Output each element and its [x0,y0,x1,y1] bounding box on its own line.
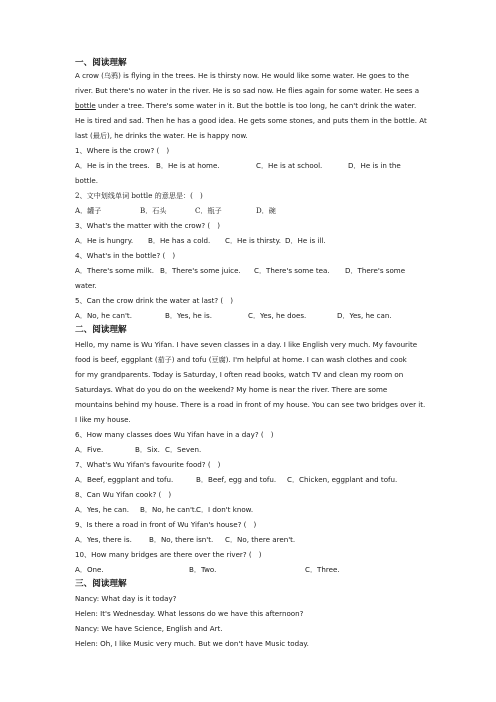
option: A．Yes, he can. [75,505,130,514]
option: C．He is at school. [256,161,323,170]
question: 3、What's the matter with the crow? ( ) [75,221,221,230]
dialogue-line: Nancy: What day is it today? [75,594,177,603]
option: D．He is ill. [285,236,326,245]
option: C．瓶子 [195,206,222,215]
passage-line: Saturdays. What do you do on the weekend? My home is near the river. There are some [75,385,388,394]
option: B．No, there isn't. [149,535,214,544]
passage-line: mountains behind my house. There is a road in front of my house. You can see two bridges over it. [75,400,426,409]
option: C．Yes, he does. [248,311,307,320]
passage-line: A crow (乌鸦) is flying in the trees. He is thirsty now. He would like some water. He goes to the [75,71,410,80]
option: D．He is in the [348,161,401,170]
option: C．Chicken, eggplant and tofu. [287,475,398,484]
passage-line: for my grandparents. Today is Saturday, I often read books, watch TV and clean my room on [75,370,404,379]
option: B．Yes, he is. [165,311,212,320]
section-title: 二、阅读理解 [75,325,127,335]
passage-line: food is beef, eggplant (茄子) and tofu (豆腐). I'm helpful at home. I can wash clothes and cook [75,355,407,364]
option: A．Yes, there is. [75,535,132,544]
question: 5、Can the crow drink the water at last? ( ) [75,296,234,305]
section-title: 一、阅读理解 [75,58,127,68]
option: B．Two. [189,565,217,574]
underlined-word: bottle [75,101,96,110]
question: 4、What's in the bottle? ( ) [75,251,176,260]
option: B．Beef, egg and tofu. [196,475,277,484]
dialogue-line: Helen: Oh, I like Music very much. But we don't have Music today. [75,639,309,648]
dialogue-line: Nancy: We have Science, English and Art. [75,624,223,633]
dialogue-line: Helen: It's Wednesday. What lessons do we have this afternoon? [75,609,304,618]
option: C．Three. [305,565,340,574]
option: C．He is thirsty. [225,236,282,245]
section-title: 三、阅读理解 [75,579,127,589]
question: 9、Is there a road in front of Wu Yifan's house? ( ) [75,520,257,529]
option: C．Seven. [165,445,202,454]
option: B．No, he can't. [140,505,197,514]
question: 2、文中划线单词 bottle 的意思是：( ) [75,191,203,200]
question: 7、What's Wu Yifan's favourite food? ( ) [75,460,221,469]
passage-line: last (最后), he drinks the water. He is happy now. [75,131,248,140]
option: A．No, he can't. [75,311,132,320]
option: C．There's some tea. [254,266,330,275]
option: A．There's some milk. [75,266,154,275]
question: 6、How many classes does Wu Yifan have in a day? ( ) [75,430,274,439]
option: B．Six. [135,445,160,454]
passage-line: river. But there's no water in the river. He is so sad now. He flies again for some water. He sees a [75,86,420,95]
option: B．He is at home. [156,161,220,170]
question: 1、Where is the crow? ( ) [75,146,170,155]
passage-line: He is tired and sad. Then he has a good idea. He gets some stones, and puts them in the bottle. At [75,116,427,125]
passage-line: Hello, my name is Wu Yifan. I have seven classes in a day. I like English very much. My favourite [75,340,418,349]
option: B．石头 [140,206,167,215]
option: A．Beef, eggplant and tofu. [75,475,174,484]
option: B．He has a cold. [148,236,211,245]
option: A．He is in the trees. [75,161,150,170]
passage-line: I like my house. [75,415,131,424]
question: 10、How many bridges are there over the river? ( ) [75,550,262,559]
option: A．One. [75,565,104,574]
option: D．碗 [256,206,276,215]
option-continuation: bottle. [75,176,98,185]
option-continuation: water. [75,281,97,290]
option: A．Five. [75,445,104,454]
option: D．There's some [345,266,406,275]
option: C．I don't know. [196,505,254,514]
question: 8、Can Wu Yifan cook? ( ) [75,490,172,499]
option: A．He is hungry. [75,236,134,245]
option: D．Yes, he can. [337,311,392,320]
option: C．No, there aren't. [225,535,296,544]
option: B．There's some juice. [160,266,241,275]
passage-line: bottle under a tree. There's some water in it. But the bottle is too long, he can't drink the water. [75,101,417,110]
option: A．罐子 [75,206,102,215]
